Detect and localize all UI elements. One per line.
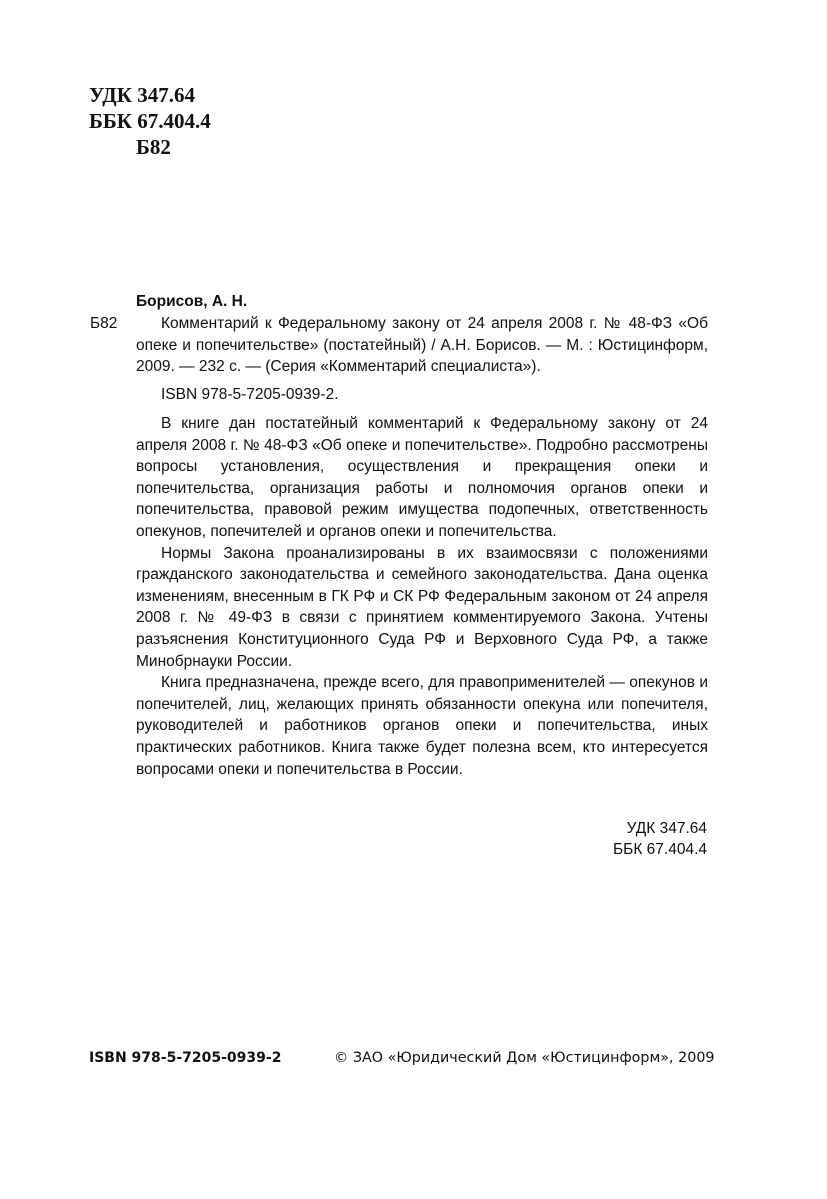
- abstract: [136, 413, 708, 780]
- author-mark: Б82: [90, 315, 118, 332]
- isbn-line: ISBN 978-5-7205-0939-2.: [161, 386, 339, 403]
- footer-isbn: ISBN 978-5-7205-0939-2: [89, 1050, 282, 1066]
- udk-code-right: УДК 347.64: [626, 820, 707, 837]
- author-heading: Борисов, А. Н.: [136, 293, 248, 310]
- bibliographic-description: [136, 313, 708, 378]
- classification-codes-right: [613, 818, 707, 860]
- abstract-paragraph: Книга предназначена, прежде всего, для правоприменителей — опекунов и попечителей, лиц, желающих принять обязанности опекуна или попечителя, руководителей и работников органов опеки и попечительства, иных практических работников. Книга также будет полезна всем, кто интересуется вопросами опеки и попечительства в России.: [136, 674, 708, 778]
- bibliographic-text: Комментарий к Федеральному закону от 24 апреля 2008 г. № 48-ФЗ «Об опеке и попечительстве» (постатейный) / А.Н. Борисов. — М. : Юстицинформ, 2009. — 232 с. — (Серия «Комментарий специалиста»).: [136, 315, 708, 375]
- author-code: Б82: [136, 135, 171, 159]
- udk-code: УДК 347.64: [89, 83, 195, 107]
- bbk-code: ББК 67.404.4: [89, 109, 211, 133]
- abstract-paragraph: Нормы Закона проанализированы в их взаимосвязи с положениями гражданского законодательства и семейного законодательства. Дана оценка изменениям, внесенным в ГК РФ и СК РФ Федеральным законом от 24 апреля 2008 г. № 49-ФЗ в связи с принятием комментируемого Закона. Учтены разъяснения Конституционного Суда РФ и Верховного Суда РФ, а также Минобрнауки России.: [136, 544, 708, 670]
- classification-block: [89, 82, 211, 160]
- copyright-notice: © ЗАО «Юридический Дом «Юстицинформ», 2009: [334, 1050, 715, 1066]
- abstract-paragraph: В книге дан постатейный комментарий к Федеральному закону от 24 апреля 2008 г. № 48-ФЗ «Об опеке и попечительстве». Подробно рассмотрены вопросы установления, осуществления и прекращения опеки и попечительства, организация работы и полномочия органов опеки и попечительства, правовой режим имущества подопечных, ответственность опекунов, попечителей и органов опеки и попечительства.: [136, 415, 708, 540]
- bbk-code-right: ББК 67.404.4: [612, 841, 707, 858]
